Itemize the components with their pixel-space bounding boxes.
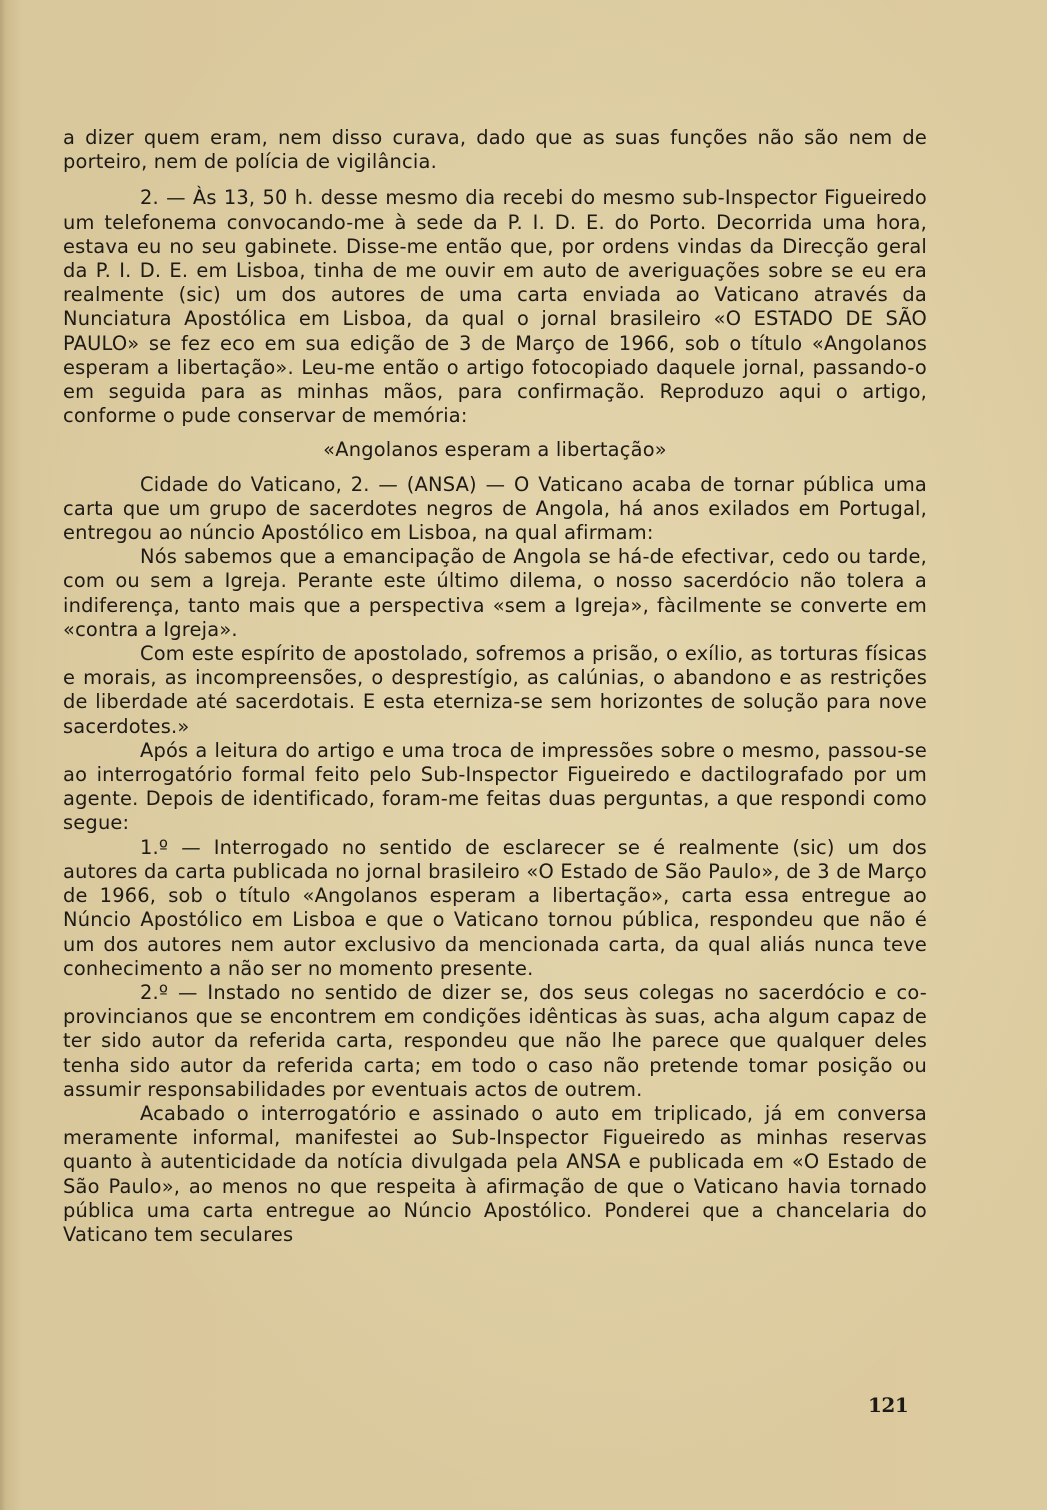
- paragraph: Cidade do Vaticano, 2. — (ANSA) — O Vaticano acaba de tornar pública uma carta que um grupo de sacerdotes negros de Angola, há anos exilados em Portugal, entregou ao núncio Apostólico em Lisboa, na qual afirmam:: [63, 472, 927, 545]
- paragraph: 2. — Às 13, 50 h. desse mesmo dia recebi do mesmo sub-Inspector Figueiredo um telefonema convocando-me à sede da P. I. D. E. do Porto. Decorrida uma hora, estava eu no seu gabinete. Disse-me então que, por ordens vindas da Direcção geral da P. I. D. E. em Lisboa, tinha de me ouvir em auto de averiguações sobre se eu era realmente (sic) um dos autores de uma carta enviada ao Vaticano através da Nunciatura Apostólica em Lisboa, da qual o jornal brasileiro «O ESTADO DE SÃO PAULO» se fez eco em sua edição de 3 de Março de 1966, sob o título «Angolanos esperam a libertação». Leu-me então o artigo fotocopiado daquele jornal, passando-o em seguida para as minhas mãos, para confirmação. Reproduzo aqui o artigo, conforme o pude conservar de memória:: [63, 186, 927, 428]
- paragraph: Com este espírito de apostolado, sofremos a prisão, o exílio, as torturas físicas e morais, as incompreensões, o desprestígio, as calúnias, o abandono e as restrições de liberdade até sacerdotais. E esta eterniza-se sem horizontes de solução para nove sacerdotes.»: [63, 642, 927, 738]
- page-number: 121: [868, 1393, 909, 1417]
- paragraph: 1.º — Interrogado no sentido de esclarecer se é realmente (sic) um dos autores da carta publicada no jornal brasileiro «O Estado de São Paulo», de 3 de Março de 1966, sob o título «Angolanos esperam a libertação», carta essa entregue ao Núncio Apostólico em Lisboa e que o Vaticano tornou pública, respondeu que não é um dos autores nem autor exclusivo da mencionada carta, da qual aliás nunca teve conhecimento a não ser no momento presente.: [63, 835, 927, 980]
- paragraph: Acabado o interrogatório e assinado o auto em triplicado, já em conversa meramente informal, manifestei ao Sub-Inspector Figueiredo as minhas reservas quanto à autenticidade da notícia divulgada pela ANSA e publicada em «O Estado de São Paulo», ao menos no que respeita à afirmação de que o Vaticano havia tornado pública uma carta entregue ao Núncio Apostólico. Ponderei que a chancelaria do Vaticano tem seculares: [63, 1101, 927, 1246]
- paragraph: a dizer quem eram, nem disso curava, dado que as suas funções não são nem de porteiro, nem de polícia de vigilância.: [63, 126, 927, 174]
- paragraph: 2.º — Instado no sentido de dizer se, dos seus colegas no sacerdócio e co-provincianos que se encontrem em condições idênticas às suas, acha algum capaz de ter sido autor da referida carta, respondeu que não lhe parece que qualquer deles tenha sido autor da referida carta; em todo o caso não pretende tomar posição ou assumir responsabilidades por eventuais actos de outrem.: [63, 980, 927, 1101]
- paragraph: Nós sabemos que a emancipação de Angola se há-de efectivar, cedo ou tarde, com ou sem a Igreja. Perante este último dilema, o nosso sacerdócio não tolera a indiferença, tanto mais que a perspectiva «sem a Igreja», fàcilmente se converte em «contra a Igreja».: [63, 545, 927, 641]
- paragraph: Após a leitura do artigo e uma troca de impressões sobre o mesmo, passou-se ao interrogatório formal feito pelo Sub-Inspector Figueiredo e dactilografado por um agente. Depois de identificado, foram-me feitas duas perguntas, a que respondi como segue:: [63, 738, 927, 835]
- page-body-text: [63, 126, 927, 1247]
- article-title: «Angolanos esperam a libertação»: [323, 438, 667, 462]
